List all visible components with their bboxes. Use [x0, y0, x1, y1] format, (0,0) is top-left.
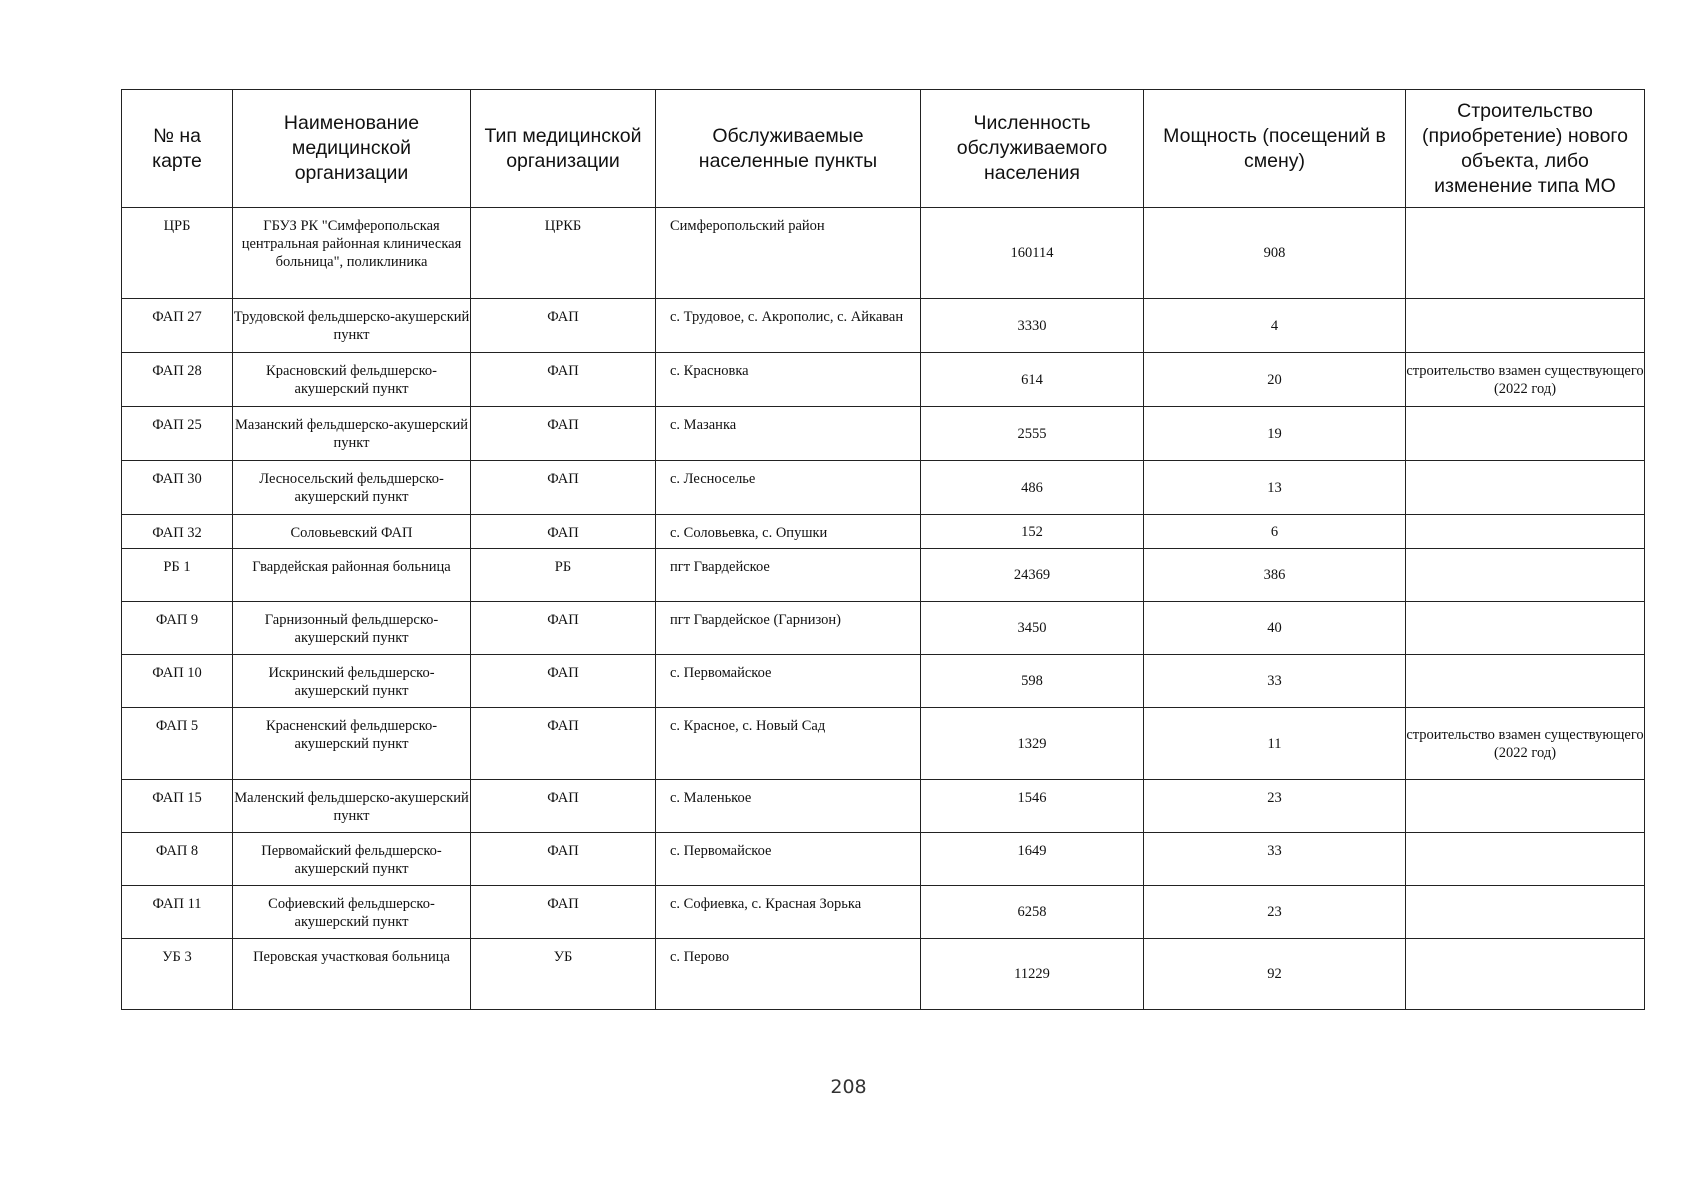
cell-map-number: УБ 3 — [122, 939, 233, 1010]
table-row — [122, 407, 1645, 461]
cell-population: 486 — [921, 461, 1144, 515]
cell-settlements: пгт Гвардейское (Гарнизон) — [656, 602, 921, 655]
cell-construction — [1406, 939, 1645, 1010]
cell-construction — [1406, 886, 1645, 939]
cell-capacity: 19 — [1144, 407, 1406, 461]
cell-settlements: Симферопольский район — [656, 208, 921, 299]
cell-organization-type: РБ — [471, 549, 656, 602]
cell-organization-name: Первомайский фельдшерско-акушерский пункт — [233, 833, 471, 886]
cell-capacity: 6 — [1144, 515, 1406, 549]
table-row — [122, 549, 1645, 602]
table-row — [122, 515, 1645, 549]
table-row — [122, 299, 1645, 353]
table-row — [122, 708, 1645, 780]
cell-map-number: ФАП 25 — [122, 407, 233, 461]
cell-settlements: с. Лесноселье — [656, 461, 921, 515]
header-population: Численность обслуживаемого населения — [921, 90, 1144, 208]
cell-organization-name: Мазанский фельдшерско-акушерский пункт — [233, 407, 471, 461]
cell-organization-type: ФАП — [471, 833, 656, 886]
cell-organization-type: ФАП — [471, 655, 656, 708]
cell-capacity: 386 — [1144, 549, 1406, 602]
table-row — [122, 833, 1645, 886]
cell-population: 6258 — [921, 886, 1144, 939]
cell-organization-type: ФАП — [471, 299, 656, 353]
table-row — [122, 939, 1645, 1010]
cell-organization-type: ФАП — [471, 515, 656, 549]
cell-map-number: ФАП 32 — [122, 515, 233, 549]
cell-organization-name: Соловьевский ФАП — [233, 515, 471, 549]
cell-construction — [1406, 461, 1645, 515]
cell-capacity: 92 — [1144, 939, 1406, 1010]
cell-construction — [1406, 407, 1645, 461]
cell-settlements: с. Соловьевка, с. Опушки — [656, 515, 921, 549]
cell-map-number: ФАП 10 — [122, 655, 233, 708]
cell-map-number: ФАП 28 — [122, 353, 233, 407]
cell-organization-name: Красненский фельдшерско-акушерский пункт — [233, 708, 471, 780]
cell-organization-type: ФАП — [471, 602, 656, 655]
cell-settlements: с. Трудовое, с. Акрополис, с. Айкаван — [656, 299, 921, 353]
table-header-row — [122, 90, 1645, 208]
cell-capacity: 11 — [1144, 708, 1406, 780]
cell-capacity: 4 — [1144, 299, 1406, 353]
cell-capacity: 13 — [1144, 461, 1406, 515]
cell-organization-name: Перовская участковая больница — [233, 939, 471, 1010]
cell-map-number: ФАП 15 — [122, 780, 233, 833]
page-number: 208 — [830, 1076, 867, 1098]
cell-organization-type: ФАП — [471, 461, 656, 515]
cell-construction — [1406, 602, 1645, 655]
cell-capacity: 33 — [1144, 655, 1406, 708]
cell-population: 11229 — [921, 939, 1144, 1010]
cell-capacity: 23 — [1144, 886, 1406, 939]
cell-population: 1649 — [921, 833, 1144, 886]
cell-population: 152 — [921, 515, 1144, 549]
cell-organization-type: ФАП — [471, 708, 656, 780]
cell-settlements: с. Перово — [656, 939, 921, 1010]
cell-population: 2555 — [921, 407, 1144, 461]
cell-population: 3450 — [921, 602, 1144, 655]
cell-construction — [1406, 833, 1645, 886]
cell-construction: строительство взамен существующего (2022 год) — [1406, 353, 1645, 407]
cell-population: 598 — [921, 655, 1144, 708]
cell-organization-type: ФАП — [471, 407, 656, 461]
cell-map-number: ФАП 11 — [122, 886, 233, 939]
cell-organization-type: ФАП — [471, 780, 656, 833]
cell-map-number: ФАП 30 — [122, 461, 233, 515]
header-map-number: № на карте — [122, 90, 233, 208]
header-capacity: Мощность (посещений в смену) — [1144, 90, 1406, 208]
cell-population: 3330 — [921, 299, 1144, 353]
cell-map-number: ФАП 27 — [122, 299, 233, 353]
cell-settlements: с. Первомайское — [656, 655, 921, 708]
cell-map-number: ЦРБ — [122, 208, 233, 299]
cell-organization-type: УБ — [471, 939, 656, 1010]
cell-population: 1329 — [921, 708, 1144, 780]
cell-settlements: пгт Гвардейское — [656, 549, 921, 602]
cell-organization-name: Софиевский фельдшерско-акушерский пункт — [233, 886, 471, 939]
cell-construction — [1406, 780, 1645, 833]
cell-map-number: ФАП 8 — [122, 833, 233, 886]
cell-organization-type: ФАП — [471, 353, 656, 407]
header-organization-name: Наименование медицинской организации — [233, 90, 471, 208]
cell-construction — [1406, 208, 1645, 299]
table-row — [122, 602, 1645, 655]
table-row — [122, 461, 1645, 515]
table-row — [122, 780, 1645, 833]
cell-organization-type: ЦРКБ — [471, 208, 656, 299]
cell-capacity: 20 — [1144, 353, 1406, 407]
cell-map-number: ФАП 9 — [122, 602, 233, 655]
cell-map-number: РБ 1 — [122, 549, 233, 602]
cell-settlements: с. Маленькое — [656, 780, 921, 833]
table-row — [122, 208, 1645, 299]
cell-organization-type: ФАП — [471, 886, 656, 939]
cell-map-number: ФАП 5 — [122, 708, 233, 780]
header-organization-type: Тип медицинской организации — [471, 90, 656, 208]
facilities-table — [121, 89, 1645, 1010]
cell-population: 24369 — [921, 549, 1144, 602]
cell-settlements: с. Красное, с. Новый Сад — [656, 708, 921, 780]
cell-organization-name: Красновский фельдшерско-акушерский пункт — [233, 353, 471, 407]
cell-organization-name: Гвардейская районная больница — [233, 549, 471, 602]
cell-settlements: с. Софиевка, с. Красная Зорька — [656, 886, 921, 939]
cell-organization-name: Гарнизонный фельдшерско-акушерский пункт — [233, 602, 471, 655]
cell-settlements: с. Красновка — [656, 353, 921, 407]
table-row — [122, 353, 1645, 407]
cell-organization-name: Маленский фельдшерско-акушерский пункт — [233, 780, 471, 833]
cell-population: 1546 — [921, 780, 1144, 833]
cell-population: 614 — [921, 353, 1144, 407]
cell-organization-name: Искринский фельдшерско-акушерский пункт — [233, 655, 471, 708]
cell-organization-name: ГБУЗ РК "Симферопольская центральная районная клиническая больница", поликлиника — [233, 208, 471, 299]
cell-population: 160114 — [921, 208, 1144, 299]
table-row — [122, 886, 1645, 939]
cell-organization-name: Трудовской фельдшерско-акушерский пункт — [233, 299, 471, 353]
cell-construction — [1406, 299, 1645, 353]
cell-capacity: 40 — [1144, 602, 1406, 655]
cell-organization-name: Лесносельский фельдшерско-акушерский пункт — [233, 461, 471, 515]
header-construction: Строительство (приобретение) нового объекта, либо изменение типа МО — [1406, 90, 1645, 208]
cell-settlements: с. Мазанка — [656, 407, 921, 461]
cell-capacity: 908 — [1144, 208, 1406, 299]
cell-construction — [1406, 549, 1645, 602]
table-row — [122, 655, 1645, 708]
cell-settlements: с. Первомайское — [656, 833, 921, 886]
cell-construction: строительство взамен существующего (2022 год) — [1406, 708, 1645, 780]
header-settlements: Обслуживаемые населенные пункты — [656, 90, 921, 208]
cell-capacity: 23 — [1144, 780, 1406, 833]
cell-capacity: 33 — [1144, 833, 1406, 886]
cell-construction — [1406, 655, 1645, 708]
cell-construction — [1406, 515, 1645, 549]
